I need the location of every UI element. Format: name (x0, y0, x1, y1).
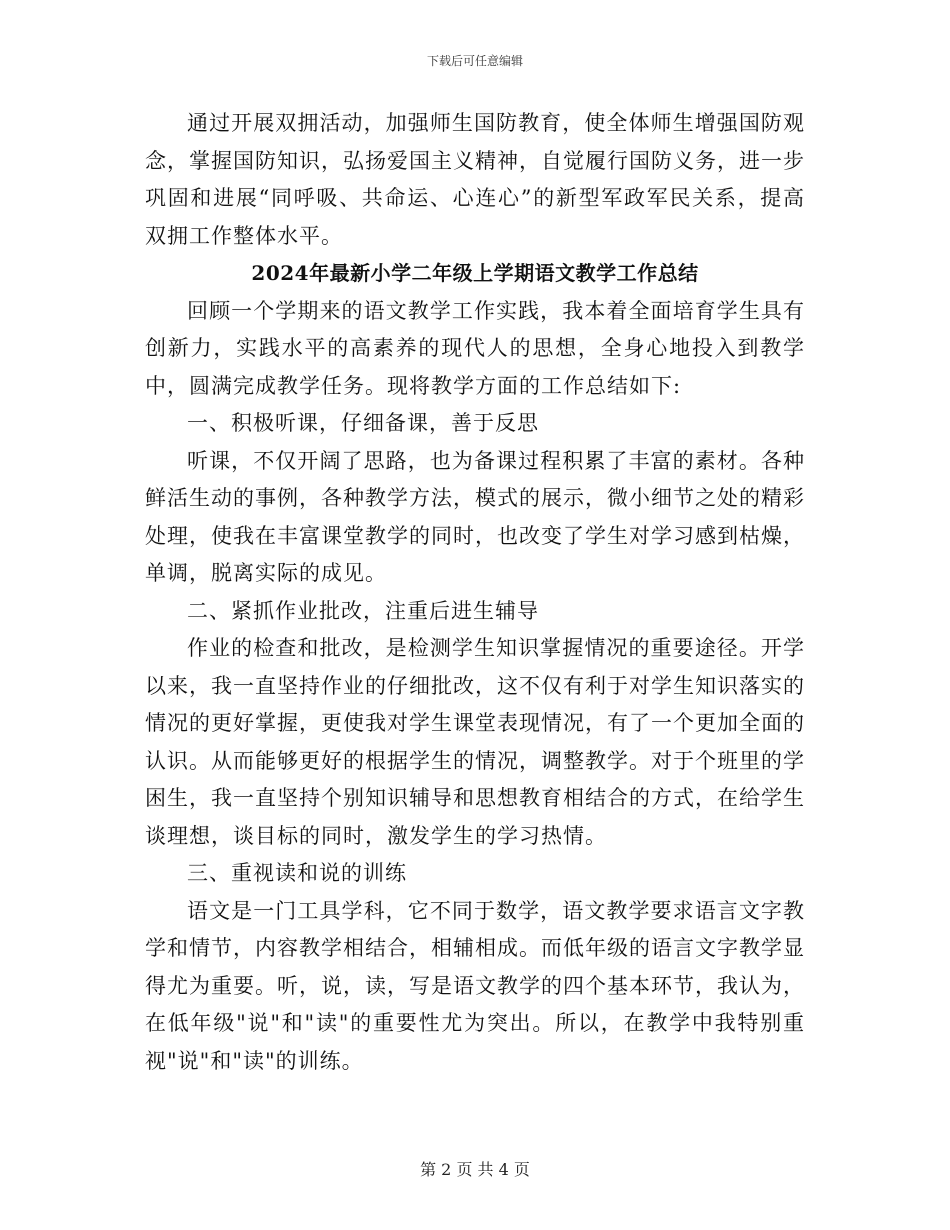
document-body (145, 105, 805, 1080)
paragraph-reading-speaking: 语文是一门工具学科，它不同于数学，语文教学要求语言文字教学和情节，内容教学相结合，相辅相成。而低年级的语言文字教学显得尤为重要。听，说，读，写是语文教学的四个基本环节，我认为，在低年级"说"和"读"的重要性尤为突出。所以，在教学中我特别重视"说"和"读"的训练。 (145, 898, 805, 1073)
paragraph-homework: 作业的检查和批改，是检测学生知识掌握情况的重要途径。开学以来，我一直坚持作业的仔细批改，这不仅有利于对学生知识落实的情况的更好掌握，更使我对学生课堂表现情况，有了一个更加全面的认识。从而能够更好的根据学生的情况，调整教学。对于个班里的学困生，我一直坚持个别知识辅导和思想教育相结合的方式，在给学生谈理想，谈目标的同时，激发学生的学习热情。 (145, 636, 805, 848)
section-heading-2: 二、紧抓作业批改，注重后进生辅导 (187, 598, 539, 623)
document-title: 2024年最新小学二年级上学期语文教学工作总结 (251, 261, 699, 285)
section-heading-3: 三、重视读和说的训练 (187, 861, 407, 885)
page-header: 下载后可任意编辑 (426, 54, 523, 68)
paragraph-intro-review: 回顾一个学期来的语文教学工作实践，我本着全面培育学生具有创新力，实践水平的高素养的现代人的思想，全身心地投入到教学中，圆满完成教学任务。现将教学方面的工作总结如下: (145, 298, 805, 398)
paragraph-listening: 听课，不仅开阔了思路，也为备课过程积累了丰富的素材。各种鲜活生动的事例，各种教学方法，模式的展示，微小细节之处的精彩处理，使我在丰富课堂教学的同时，也改变了学生对学习感到枯燥，单调，脱离实际的成见。 (145, 448, 805, 585)
section-heading-1: 一、积极听课，仔细备课，善于反思 (187, 411, 539, 435)
page-number-footer: 第 2 页 共 4 页 (420, 1160, 530, 1179)
intro-paragraph: 通过开展双拥活动，加强师生国防教育，使全体师生增强国防观念，掌握国防知识，弘扬爱国主义精神，自觉履行国防义务，进一步巩固和进展“同呼吸、共命运、心连心”的新型军政军民关系，提高双拥工作整体水平。 (145, 111, 805, 248)
